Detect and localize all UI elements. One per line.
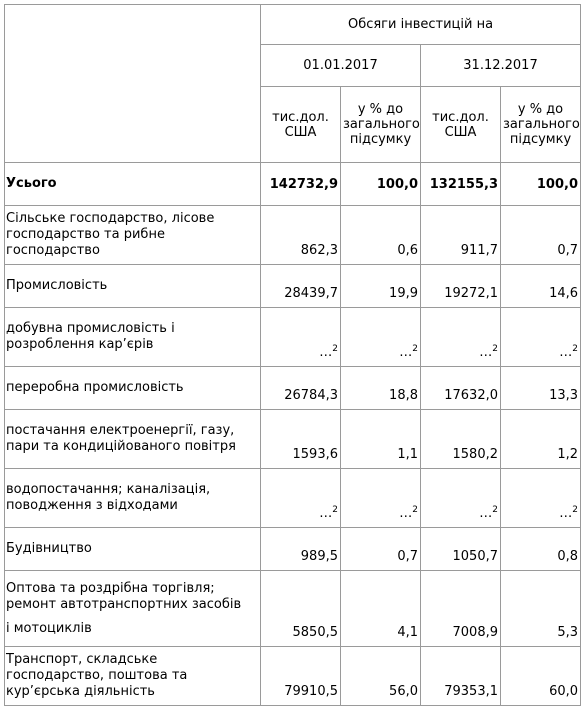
table-row bbox=[5, 528, 581, 571]
table-row bbox=[5, 308, 581, 367]
cell-p2: 0,7 bbox=[501, 206, 581, 265]
cell-p1: …$^2$ bbox=[341, 469, 421, 528]
cell-p1: 100,0 bbox=[341, 163, 421, 206]
cell-p1: 19,9 bbox=[341, 265, 421, 308]
total-row bbox=[5, 163, 581, 206]
cell-v1: 26784,3 bbox=[261, 367, 341, 410]
table-row bbox=[5, 410, 581, 469]
cell-p2: …$^2$ bbox=[501, 308, 581, 367]
footnote-marker: 2 bbox=[412, 505, 418, 515]
col-header-usd-2: тис.дол. США bbox=[421, 87, 501, 163]
footnote-marker: 2 bbox=[572, 505, 579, 515]
cell-p1: 1,1 bbox=[341, 410, 421, 469]
cell-p2: 5,3 bbox=[501, 571, 581, 647]
cell-v1: 79910,5 bbox=[261, 647, 341, 706]
table-row bbox=[5, 647, 581, 706]
cell-v2: …$^2$ bbox=[421, 308, 501, 367]
row-label: водопостачання; каналізація, поводження з відходами bbox=[5, 469, 261, 528]
footnote-marker: 2 bbox=[412, 344, 418, 354]
row-label: переробна промисловість bbox=[5, 367, 261, 410]
footnote-marker: 2 bbox=[572, 344, 579, 354]
cell-p2: 0,8 bbox=[501, 528, 581, 571]
row-label: Транспорт, складське господарство, поштова та кур’єрська діяльність bbox=[5, 647, 261, 706]
footnote-marker: 2 bbox=[492, 505, 498, 515]
row-label: добувна промисловість і розроблення кар’єрів bbox=[5, 308, 261, 367]
cell-p1: 56,0 bbox=[341, 647, 421, 706]
cell-v1: 989,5 bbox=[261, 528, 341, 571]
cell-p1: 18,8 bbox=[341, 367, 421, 410]
cell-p1: 0,7 bbox=[341, 528, 421, 571]
cell-p2: 60,0 bbox=[501, 647, 581, 706]
cell-v2: 1050,7 bbox=[421, 528, 501, 571]
cell-v1: 862,3 bbox=[261, 206, 341, 265]
cell-v2: 19272,1 bbox=[421, 265, 501, 308]
col-header-usd-1: тис.дол. США bbox=[261, 87, 341, 163]
row-label: Оптова та роздрібна торгівля; ремонт автотранспортних засобів і мотоциклів bbox=[5, 571, 261, 647]
cell-p2: 13,3 bbox=[501, 367, 581, 410]
cell-v2: 17632,0 bbox=[421, 367, 501, 410]
table-row bbox=[5, 265, 581, 308]
table-row bbox=[5, 367, 581, 410]
table-row bbox=[5, 571, 581, 647]
cell-v1: 28439,7 bbox=[261, 265, 341, 308]
row-label: Сільське господарство, лісове господарство та рибне господарство bbox=[5, 206, 261, 265]
row-header-corner bbox=[5, 5, 261, 163]
date-header-1: 01.01.2017 bbox=[261, 45, 421, 87]
cell-v1: 1593,6 bbox=[261, 410, 341, 469]
cell-v1: …$^2$ bbox=[261, 308, 341, 367]
row-label: Будівництво bbox=[5, 528, 261, 571]
cell-v2: 7008,9 bbox=[421, 571, 501, 647]
table-row bbox=[5, 469, 581, 528]
row-label: постачання електроенергії, газу, пари та кондиційованого повітря bbox=[5, 410, 261, 469]
cell-v1: 142732,9 bbox=[261, 163, 341, 206]
row-label: Промисловість bbox=[5, 265, 261, 308]
table-row bbox=[5, 206, 581, 265]
footnote-marker: 2 bbox=[332, 505, 338, 515]
date-header-2: 31.12.2017 bbox=[421, 45, 581, 87]
cell-v1: 5850,5 bbox=[261, 571, 341, 647]
cell-v2: 79353,1 bbox=[421, 647, 501, 706]
col-header-pct-1: у % до загального підсумку bbox=[341, 87, 421, 163]
footnote-marker: 2 bbox=[492, 344, 498, 354]
col-header-pct-2: у % до загального підсумку bbox=[501, 87, 581, 163]
cell-v1: …$^2$ bbox=[261, 469, 341, 528]
cell-v2: 132155,3 bbox=[421, 163, 501, 206]
cell-p2: …$^2$ bbox=[501, 469, 581, 528]
footnote-marker: 2 bbox=[332, 344, 338, 354]
cell-p2: 14,6 bbox=[501, 265, 581, 308]
cell-v2: …$^2$ bbox=[421, 469, 501, 528]
cell-p1: 0,6 bbox=[341, 206, 421, 265]
cell-v2: 911,7 bbox=[421, 206, 501, 265]
row-label: Усього bbox=[5, 163, 261, 206]
cell-p2: 1,2 bbox=[501, 410, 581, 469]
cell-p2: 100,0 bbox=[501, 163, 581, 206]
investment-table bbox=[4, 4, 581, 706]
group-title: Обсяги інвестицій на bbox=[261, 5, 581, 45]
cell-p1: 4,1 bbox=[341, 571, 421, 647]
cell-p1: …$^2$ bbox=[341, 308, 421, 367]
cell-v2: 1580,2 bbox=[421, 410, 501, 469]
